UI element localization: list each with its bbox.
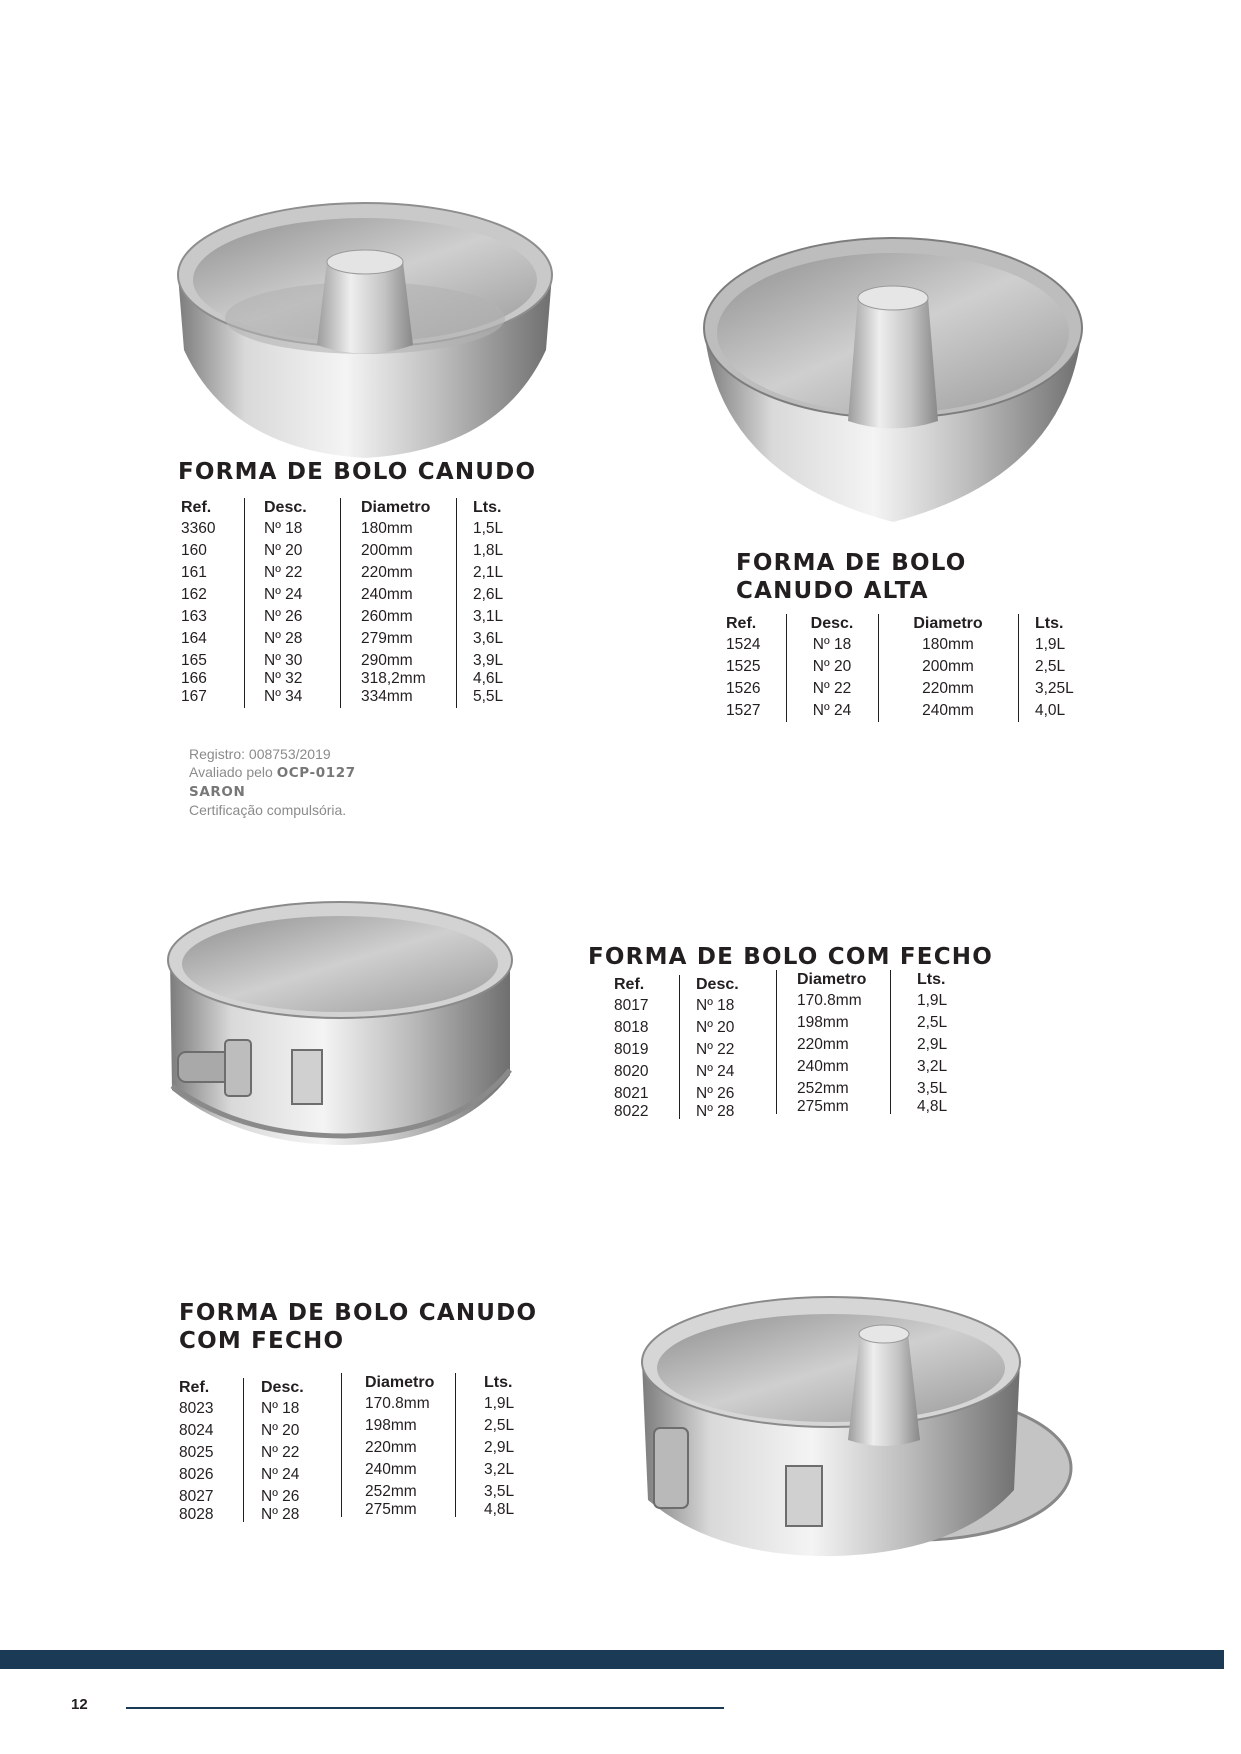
cell-ref: 8021 [614, 1085, 649, 1102]
cell-desc: Nº 18 [261, 1400, 300, 1417]
cell-lts: 4,8L [917, 1098, 948, 1115]
cell-desc: Nº 22 [264, 564, 303, 581]
cell-ref: 1525 [726, 658, 761, 675]
cell-ref: 161 [181, 564, 207, 581]
cell-diametro: 240mm [361, 586, 413, 603]
cell-desc: Nº 24 [812, 702, 852, 719]
spec-table-com-fecho [614, 971, 974, 1135]
cell-diametro: 240mm [365, 1461, 417, 1478]
cell-diametro: 275mm [797, 1098, 849, 1115]
header-desc: Desc. [696, 976, 739, 993]
cell-lts: 1,5L [473, 520, 504, 537]
cell-diametro: 180mm [922, 636, 974, 653]
cell-ref: 160 [181, 542, 207, 559]
cell-lts: 3,2L [484, 1461, 515, 1478]
cell-lts: 4,8L [484, 1501, 515, 1518]
cell-desc: Nº 22 [812, 680, 852, 697]
header-ref: Ref. [179, 1379, 210, 1396]
cell-diametro: 252mm [365, 1483, 417, 1500]
cell-desc: Nº 34 [264, 688, 303, 705]
cell-lts: 2,9L [917, 1036, 948, 1053]
cell-ref: 8017 [614, 997, 649, 1014]
product-title-canudo-alta [736, 549, 967, 605]
title-line: CANUDO ALTA [736, 578, 929, 604]
header-desc: Desc. [261, 1379, 304, 1396]
registro-text: Registro: 008753/2019 [189, 746, 331, 762]
header-diametro: Diametro [361, 499, 431, 516]
certification-note [189, 745, 356, 819]
cell-diametro: 220mm [365, 1439, 417, 1456]
cell-ref: 8028 [179, 1506, 214, 1523]
cell-desc: Nº 28 [264, 630, 303, 647]
cell-diametro: 170.8mm [797, 992, 862, 1009]
header-lts: Lts. [473, 499, 502, 516]
cell-desc: Nº 22 [261, 1444, 300, 1461]
cell-desc: Nº 22 [696, 1041, 735, 1058]
cell-diametro: 260mm [361, 608, 413, 625]
avaliado-prefix: Avaliado pelo [189, 764, 273, 780]
cell-lts: 1,9L [1035, 636, 1066, 653]
header-lts: Lts. [1035, 615, 1064, 632]
cell-desc: Nº 28 [696, 1103, 735, 1120]
cell-ref: 8022 [614, 1103, 649, 1120]
page-number: 12 [71, 1696, 88, 1713]
cell-diametro: 198mm [797, 1014, 849, 1031]
cell-lts: 4,0L [1035, 702, 1066, 719]
cell-lts: 4,6L [473, 670, 504, 687]
cell-desc: Nº 18 [696, 997, 735, 1014]
header-diametro: Diametro [797, 971, 867, 988]
cell-desc: Nº 20 [696, 1019, 735, 1036]
footer-band [0, 1650, 1224, 1669]
cell-ref: 8020 [614, 1063, 649, 1080]
cell-diametro: 290mm [361, 652, 413, 669]
cell-diametro: 240mm [797, 1058, 849, 1075]
cell-diametro: 252mm [797, 1080, 849, 1097]
cell-desc: Nº 18 [264, 520, 303, 537]
cell-lts: 5,5L [473, 688, 504, 705]
cell-desc: Nº 26 [264, 608, 303, 625]
cell-desc: Nº 18 [812, 636, 852, 653]
cell-lts: 3,25L [1035, 680, 1074, 697]
spec-table-canudo-com-fecho [179, 1374, 539, 1538]
cell-lts: 3,2L [917, 1058, 948, 1075]
cell-desc: Nº 28 [261, 1506, 300, 1523]
cell-lts: 3,9L [473, 652, 504, 669]
avaliado-line [189, 763, 356, 782]
cell-diametro: 220mm [922, 680, 974, 697]
tall-tube-cake-pan-image [698, 236, 1088, 526]
cell-lts: 1,9L [484, 1395, 515, 1412]
cell-desc: Nº 26 [696, 1085, 735, 1102]
title-line: COM FECHO [179, 1328, 345, 1354]
cell-diametro: 200mm [922, 658, 974, 675]
cell-ref: 8024 [179, 1422, 214, 1439]
cell-lts: 3,1L [473, 608, 504, 625]
tube-cake-pan-image [170, 200, 560, 462]
cell-diametro: 170.8mm [365, 1395, 430, 1412]
cell-lts: 2,6L [473, 586, 504, 603]
cell-ref: 3360 [181, 520, 216, 537]
cell-lts: 1,8L [473, 542, 504, 559]
product-title-canudo-com-fecho [179, 1299, 537, 1355]
certifier-name: SARON [189, 784, 246, 800]
footer-divider [126, 1707, 724, 1709]
cell-diametro: 240mm [922, 702, 974, 719]
cell-desc: Nº 30 [264, 652, 303, 669]
cell-ref: 165 [181, 652, 207, 669]
ocp-code: OCP-0127 [276, 765, 356, 781]
cell-desc: Nº 24 [261, 1466, 300, 1483]
cell-ref: 8019 [614, 1041, 649, 1058]
cell-desc: Nº 20 [264, 542, 303, 559]
spec-table-canudo [181, 498, 521, 728]
cell-ref: 162 [181, 586, 207, 603]
title-line: FORMA DE BOLO [736, 550, 967, 576]
cell-diametro: 220mm [361, 564, 413, 581]
springform-tube-pan-image [636, 1290, 1076, 1562]
cell-ref: 8027 [179, 1488, 214, 1505]
cell-desc: Nº 24 [264, 586, 303, 603]
cell-ref: 1526 [726, 680, 761, 697]
cell-ref: 1524 [726, 636, 761, 653]
cell-ref: 8023 [179, 1400, 214, 1417]
product-title-canudo: FORMA DE BOLO CANUDO [178, 459, 537, 485]
cell-diametro: 180mm [361, 520, 413, 537]
header-ref: Ref. [181, 499, 212, 516]
cell-desc: Nº 26 [261, 1488, 300, 1505]
title-line: FORMA DE BOLO CANUDO [179, 1300, 538, 1326]
cell-lts: 3,6L [473, 630, 504, 647]
header-ref: Ref. [614, 976, 645, 993]
header-diametro: Diametro [365, 1374, 435, 1391]
header-diametro: Diametro [913, 615, 983, 632]
cell-diametro: 275mm [365, 1501, 417, 1518]
cell-desc: Nº 20 [812, 658, 852, 675]
cell-ref: 167 [181, 688, 207, 705]
header-lts: Lts. [484, 1374, 513, 1391]
springform-pan-image [160, 900, 520, 1150]
cell-diametro: 334mm [361, 688, 413, 705]
header-lts: Lts. [917, 971, 946, 988]
spec-table-canudo-alta [726, 614, 1086, 729]
header-desc: Desc. [810, 615, 854, 632]
cell-lts: 3,5L [917, 1080, 948, 1097]
cell-ref: 1527 [726, 702, 761, 719]
cell-lts: 2,5L [484, 1417, 515, 1434]
cell-ref: 8026 [179, 1466, 214, 1483]
cell-lts: 3,5L [484, 1483, 515, 1500]
cell-desc: Nº 32 [264, 670, 303, 687]
header-ref: Ref. [726, 615, 757, 632]
cell-diametro: 200mm [361, 542, 413, 559]
cell-ref: 163 [181, 608, 207, 625]
cell-ref: 8025 [179, 1444, 214, 1461]
header-desc: Desc. [264, 499, 307, 516]
certification-text: Certificação compulsória. [189, 802, 347, 818]
cell-desc: Nº 20 [261, 1422, 300, 1439]
cell-lts: 2,1L [473, 564, 504, 581]
cell-lts: 2,9L [484, 1439, 515, 1456]
cell-lts: 1,9L [917, 992, 948, 1009]
product-title-com-fecho: FORMA DE BOLO COM FECHO [588, 944, 993, 970]
cell-ref: 164 [181, 630, 207, 647]
cell-ref: 166 [181, 670, 207, 687]
cell-lts: 2,5L [917, 1014, 948, 1031]
cell-lts: 2,5L [1035, 658, 1066, 675]
cell-diametro: 279mm [361, 630, 413, 647]
cell-desc: Nº 24 [696, 1063, 735, 1080]
cell-diametro: 220mm [797, 1036, 849, 1053]
cell-diametro: 198mm [365, 1417, 417, 1434]
cell-diametro: 318,2mm [361, 670, 426, 687]
cell-ref: 8018 [614, 1019, 649, 1036]
